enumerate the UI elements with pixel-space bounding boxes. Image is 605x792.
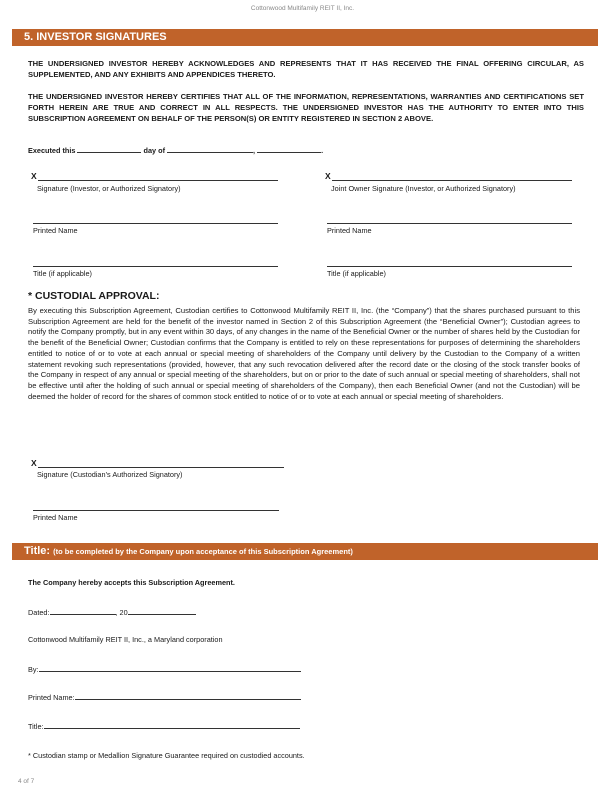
section-6-title: Title: [24, 545, 51, 557]
joint-title-line[interactable] [327, 266, 572, 267]
company-printed-name-line [28, 692, 301, 702]
section-6-subtitle: (to be completed by the Company upon acceptance of this Subscription Agreement) [53, 547, 353, 556]
section-6-title-wrap [24, 545, 353, 557]
custodian-printed-name-label: Printed Name [33, 513, 78, 522]
executed-this-label: Executed this [28, 146, 76, 155]
comma-separator: , [253, 146, 256, 155]
investor-title-line[interactable] [33, 266, 278, 267]
company-printed-name-label: Printed Name: [28, 693, 75, 702]
day-of-label: day of [143, 146, 166, 155]
page-number: 4 of 7 [18, 778, 35, 785]
acknowledgement-paragraph: THE UNDERSIGNED INVESTOR HEREBY ACKNOWLEDGES AND REPRESENTS THAT IT HAS RECEIVED THE FINAL OFFERING CIRCULAR, AS SUPPLEMENTED, AND ANY EXHIBITS AND APPENDICES THERETO. [28, 59, 584, 79]
joint-signature-label: Joint Owner Signature (Investor, or Authorized Signatory) [331, 184, 516, 193]
investor-printed-name-label: Printed Name [33, 226, 78, 235]
joint-title-label: Title (if applicable) [327, 269, 386, 278]
company-title-field[interactable] [44, 721, 300, 729]
dated-year-field[interactable] [128, 607, 196, 615]
section-6-header [12, 543, 598, 560]
by-label: By: [28, 665, 39, 674]
dated-label: Dated: [28, 608, 50, 617]
company-name-line: Cottonwood Multifamily REIT II, Inc., a Maryland corporation [28, 635, 223, 644]
company-title-line [28, 721, 300, 731]
executed-line [28, 145, 323, 155]
investor-title-label: Title (if applicable) [33, 269, 92, 278]
document-header: Cottonwood Multifamily REIT II, Inc. [250, 5, 355, 12]
investor-signature-line[interactable] [38, 180, 278, 181]
joint-signature-line[interactable] [332, 180, 572, 181]
executed-month-field[interactable] [167, 145, 256, 155]
section-5-title: 5. INVESTOR SIGNATURES [24, 31, 167, 43]
joint-printed-name-label: Printed Name [327, 226, 372, 235]
investor-x-mark: X [31, 171, 37, 181]
custodial-approval-title: * CUSTODIAL APPROVAL: [28, 290, 160, 302]
dated-line [28, 607, 196, 617]
company-accepts-text: The Company hereby accepts this Subscription Agreement. [28, 578, 235, 587]
custodian-signature-label: Signature (Custodian’s Authorized Signatory) [37, 470, 183, 479]
investor-printed-name-line[interactable] [33, 223, 278, 224]
custodian-printed-name-line[interactable] [33, 510, 279, 511]
investor-signature-label: Signature (Investor, or Authorized Signatory) [37, 184, 181, 193]
joint-printed-name-line[interactable] [327, 223, 572, 224]
by-line [28, 664, 301, 674]
period-mark: . [321, 146, 324, 155]
custodian-x-mark: X [31, 458, 37, 468]
certification-paragraph: THE UNDERSIGNED INVESTOR HEREBY CERTIFIES THAT ALL OF THE INFORMATION, REPRESENTATIONS, WARRANTIES AND CERTIFICATIONS SET FORTH HEREIN ARE TRUE AND CORRECT IN ALL RESPECTS. THE UNDERSIGNED INVESTOR HAS THE AUTHORITY TO ENTER INTO THIS SUBSCRIPTION AGREEMENT ON BEHALF OF THE PERSON(S) OR ENTITY REGISTERED IN SECTION 2 ABOVE. [28, 92, 584, 123]
custodial-approval-paragraph: By executing this Subscription Agreement, Custodian certifies to Cottonwood Multifamily REIT II, Inc. (the “Company”) that the shares purchased pursuant to this Subscription Agreement are held for the benefit of the investor named in Section 2 of this Subscription Agreement (the “Beneficial Owner”); Custodian agrees to notify the Company promptly, but in any event within 30 days, of any changes in the name of the Beneficial Owner or the number of shares held by the Custodian for the benefit of the Beneficial Owner; Custodian confirms that the Company is entitled to rely on these representations for purposes of determining the shareholders entitled to notice of or to vote at each annual or special meeting of shareholders of the Company until delivery by the Custodian to the Company of a written statement revoking such representations (provided, however, that any such revocation delivered after the record date or the closing of the stock transfer books of the Company in respect of any annual or special meeting of the shareholders, but on or prior to the date of such annual or special meeting of shareholders, shall not be effective until after the holding of such annual or special meeting of shareholders of the Company), then each Beneficial Owner (and not the Custodian) will be deemed the holder of record for the shares of common stock entitled to notice of or to vote at each annual or special meeting of shareholders. [28, 306, 580, 401]
year-prefix: , 20 [115, 608, 128, 617]
company-printed-name-field[interactable] [75, 692, 301, 700]
executed-day-field[interactable] [77, 145, 141, 153]
dated-field[interactable] [50, 607, 116, 615]
company-title-label: Title: [28, 722, 44, 731]
section-5-header [12, 29, 598, 46]
custodian-stamp-note: * Custodian stamp or Medallion Signature Guarantee required on custodied accounts. [28, 751, 305, 760]
custodian-signature-line[interactable] [38, 467, 284, 468]
joint-x-mark: X [325, 171, 331, 181]
executed-year-field[interactable] [257, 145, 324, 155]
by-field[interactable] [39, 664, 301, 672]
